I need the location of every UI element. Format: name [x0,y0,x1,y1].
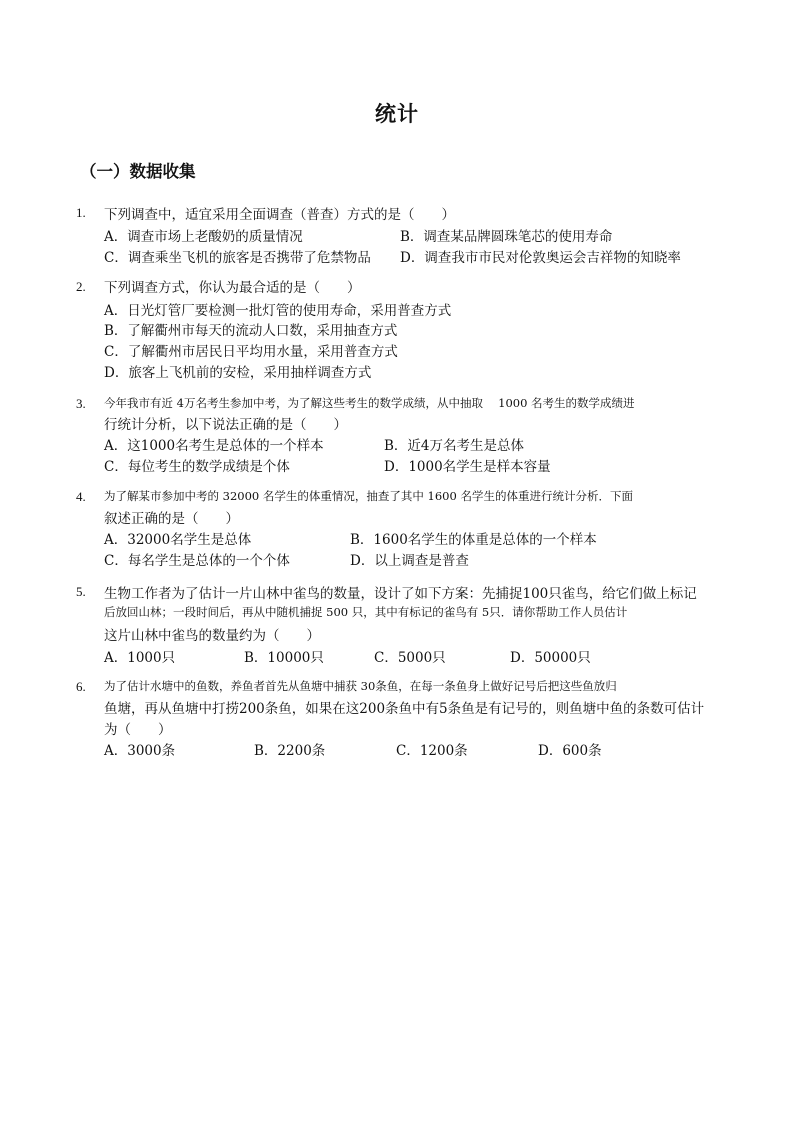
question-stem: 今年我市有近 4万名考生参加中考，为了解这些考生的数学成绩，从中抽取 1000 名考生的数学成绩进 [104,396,635,410]
option-b: B．2200条 [254,743,326,759]
question-number: 3. [76,396,86,411]
option-c: C．5000只 [374,650,446,666]
question-stem: 鱼塘，再从鱼塘中打捞200条鱼，如果在这200条鱼中有5条鱼是有记号的，则鱼塘中鱼的条数可估计 [104,701,705,717]
question-stem: 这片山林中雀鸟的数量约为（ ） [104,628,320,644]
option-b: B．1600名学生的体重是总体的一个样本 [350,532,597,548]
option-a: A．1000只 [104,650,176,666]
question-stem: 生物工作者为了估计一片山林中雀鸟的数量，设计了如下方案：先捕捉100只雀鸟，给它们做上标记 [104,586,697,602]
option-b: B．调查某品牌圆珠笔芯的使用寿命 [400,229,613,245]
page-title: 统计 [375,101,419,126]
option-d: D．50000只 [510,650,591,666]
option-d: D．旅客上飞机前的安检，采用抽样调查方式 [104,365,372,381]
option-a: A．32000名学生是总体 [104,532,252,548]
question-number: 4. [76,489,86,504]
question-stem: 后放回山林；一段时间后，再从中随机捕捉 500 只，其中有标记的雀鸟有 5只．请你帮助工作人员估计 [104,605,628,619]
question-stem: 行统计分析，以下说法正确的是（ ） [104,417,347,433]
option-a: A．调查市场上老酸奶的质量情况 [104,229,303,245]
option-c: C．了解衢州市居民日平均用水量，采用普查方式 [104,344,398,360]
option-b: B．近4万名考生是总体 [384,438,525,454]
question-stem: 下列调查方式，你认为最合适的是（ ） [104,280,361,296]
option-c: C．1200条 [396,743,468,759]
question-number: 6. [76,679,86,694]
option-c: C．每名学生是总体的一个个体 [104,553,290,569]
option-c: C．调查乘坐飞机的旅客是否携带了危禁物品 [104,250,371,266]
option-d: D．600条 [538,743,602,759]
question-number: 1. [76,205,86,220]
question-stem: 为了解某市参加中考的 32000 名学生的体重情况，抽查了其中 1600 名学生的体重进行统计分析．下面 [104,489,633,503]
section-heading: （一）数据收集 [80,162,196,181]
question-stem: 下列调查中，适宜采用全面调查（普查）方式的是（ ） [104,207,455,223]
question-number: 5. [76,584,86,599]
question-stem: 叙述正确的是（ ） [104,511,239,527]
option-b: B．10000只 [244,650,324,666]
option-d: D．1000名学生是样本容量 [384,459,551,475]
option-a: A．日光灯管厂要检测一批灯管的使用寿命，采用普查方式 [104,303,452,319]
option-d: D．以上调查是普查 [350,553,469,569]
option-a: A．这1000名考生是总体的一个样本 [104,438,324,454]
question-stem: 为了估计水塘中的鱼数，养鱼者首先从鱼塘中捕获 30条鱼，在每一条鱼身上做好记号后把这些鱼放归 [104,679,617,693]
option-d: D．调查我市市民对伦敦奥运会吉祥物的知晓率 [400,250,681,266]
question-number: 2. [76,279,86,294]
option-b: B．了解衢州市每天的流动人口数，采用抽查方式 [104,323,398,339]
option-c: C．每位考生的数学成绩是个体 [104,459,290,475]
question-stem: 为（ ） [104,722,172,738]
option-a: A．3000条 [104,743,176,759]
